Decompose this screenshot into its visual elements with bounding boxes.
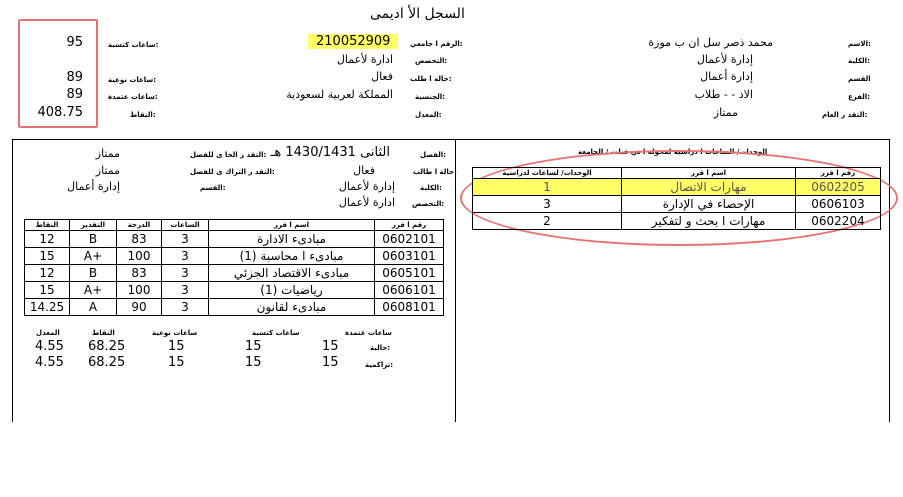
- cumulative-grade-label: التقد ر التراك ى للفصل:: [190, 168, 275, 176]
- student-id-value: 210052909: [308, 34, 398, 49]
- student-status-value: فعال: [371, 70, 393, 83]
- sum-head-quality: ساعات نوعية: [152, 329, 198, 337]
- course-grade: A+: [70, 248, 117, 265]
- col-grade: التقدير: [70, 220, 117, 231]
- college-value: إدارة لأعمال: [696, 53, 753, 66]
- course-name: مبادىء الادارة: [209, 231, 375, 248]
- cumulative-grade-value: ممتاز: [95, 164, 120, 177]
- table-row: [25, 299, 444, 316]
- sem-college-value: إدارة لأعمال: [338, 180, 395, 193]
- term-value: الثانى 1430/1431 هـ: [270, 145, 390, 160]
- nationality-value: المملكة لعربية لسعودية: [286, 88, 393, 101]
- branch-value: الاد - - طلاب: [694, 88, 753, 101]
- earned-hours-value: 95: [66, 35, 83, 50]
- sem-spec-label: التخصص:: [412, 200, 445, 208]
- sem-status-value: فعال: [353, 164, 375, 177]
- dept-value: إدارة أعمال: [700, 70, 753, 83]
- student-status-label: حالة ا طلب:: [410, 75, 452, 83]
- sum-head-approved: ساعات عتمدة: [345, 329, 392, 337]
- table-row: [25, 265, 444, 282]
- sum-value: 15: [245, 355, 262, 370]
- courses-table: [24, 219, 444, 316]
- sem-college-label: الكلية:: [420, 184, 442, 192]
- general-grade-label: التقد ر العام:: [822, 111, 868, 119]
- approved-hours-label: ساعات عتمدة:: [108, 93, 158, 101]
- sum-row-label: حالية:: [370, 344, 391, 352]
- sum-row-label: تراكمية:: [365, 361, 394, 369]
- sum-head-earned: ساعات كتسبة: [252, 329, 300, 337]
- course-score: 90: [117, 299, 162, 316]
- course-hours: 3: [162, 299, 209, 316]
- sum-value: 68.25: [88, 355, 126, 370]
- units-value: 2: [473, 213, 622, 230]
- sum-value: 68.25: [88, 339, 126, 354]
- sum-value: 15: [168, 339, 185, 354]
- course-points: 12: [25, 265, 70, 282]
- course-name: رياضيات (1): [209, 282, 375, 299]
- name-label: الاسم:: [848, 40, 871, 48]
- course-hours: 3: [162, 282, 209, 299]
- transfer-table: [472, 167, 881, 230]
- course-hours: 3: [162, 248, 209, 265]
- course-grade: A+: [70, 282, 117, 299]
- course-code: 0602205: [796, 179, 881, 196]
- course-name: الإحصاء في الإدارة: [622, 196, 796, 213]
- table-row: [473, 196, 881, 213]
- sum-head-points: النقاط: [92, 329, 115, 337]
- student-id-label: الرقم ا جامعي:: [410, 40, 463, 48]
- course-points: 14.25: [25, 299, 70, 316]
- table-row: [25, 282, 444, 299]
- sum-value: 4.55: [35, 339, 64, 354]
- table-row: [25, 231, 444, 248]
- panel-left-border: [12, 139, 13, 422]
- course-grade: A: [70, 299, 117, 316]
- col-course-code: رقم ا قرر: [375, 220, 444, 231]
- course-name: مهارات ا بحث و لتفكير: [622, 213, 796, 230]
- quality-hours-value: 89: [66, 70, 83, 85]
- current-grade-value: ممتاز: [95, 147, 120, 160]
- sum-value: 4.55: [35, 355, 64, 370]
- term-label: الفصل:: [420, 151, 447, 159]
- course-points: 15: [25, 282, 70, 299]
- course-score: 100: [117, 248, 162, 265]
- col-course-code: رقم ا قرر: [796, 168, 881, 179]
- course-name: مهارات الاتصال: [622, 179, 796, 196]
- panel-top-border: [12, 139, 890, 140]
- sem-status-label: حالة ا طالب:: [413, 168, 457, 176]
- col-course-name: اسم ا قرر: [209, 220, 375, 231]
- course-code: 0608101: [375, 299, 444, 316]
- course-hours: 3: [162, 265, 209, 282]
- table-row: [25, 248, 444, 265]
- course-grade: B: [70, 265, 117, 282]
- table-row: [473, 179, 881, 196]
- specialization-label: التخصص:: [415, 57, 448, 65]
- course-code: 0606101: [375, 282, 444, 299]
- approved-hours-value: 89: [66, 87, 83, 102]
- sum-value: 15: [245, 339, 262, 354]
- col-hours: الساعات: [162, 220, 209, 231]
- panel-right-border: [889, 139, 890, 422]
- table-row: [473, 213, 881, 230]
- branch-label: الفرع:: [848, 93, 871, 101]
- current-grade-label: التقد ر الحا ى للفصل:: [190, 151, 267, 159]
- general-grade-value: ممتاز: [713, 106, 738, 119]
- college-label: الكلية:: [848, 57, 870, 65]
- col-course-name: اسم ا قرر: [622, 168, 796, 179]
- points-label: النقاط:: [130, 111, 156, 119]
- units-value: 1: [473, 179, 622, 196]
- nationality-label: الجنسية:: [415, 93, 445, 101]
- sem-dept-value: إدارة أعمال: [67, 180, 120, 193]
- dept-label: القسم: [848, 75, 871, 83]
- specialization-value: ادارة لأعمال: [336, 53, 393, 66]
- course-score: 83: [117, 265, 162, 282]
- quality-hours-label: ساعات نوعية:: [108, 76, 157, 84]
- course-name: مبادىء لقانون: [209, 299, 375, 316]
- units-value: 3: [473, 196, 622, 213]
- course-code: 0606103: [796, 196, 881, 213]
- course-code: 0603101: [375, 248, 444, 265]
- page-title: السجل الأ اديمى: [370, 6, 465, 22]
- col-points: النقاط: [25, 220, 70, 231]
- course-hours: 3: [162, 231, 209, 248]
- earned-hours-label: ساعات كتسبة:: [108, 41, 159, 49]
- sem-spec-value: ادارة لأعمال: [338, 196, 395, 209]
- transfer-header-row: [473, 168, 881, 179]
- gpa-label: المعدل:: [415, 111, 442, 119]
- course-name: مبادىء الاقتصاد الجزئي: [209, 265, 375, 282]
- courses-header-row: [25, 220, 444, 231]
- sum-head-gpa: المعدل: [36, 329, 60, 337]
- sem-dept-label: القسم:: [200, 184, 226, 192]
- sum-value: 15: [168, 355, 185, 370]
- sum-value: 15: [322, 355, 339, 370]
- course-score: 83: [117, 231, 162, 248]
- panel-divider: [455, 139, 456, 422]
- col-score: الدرجة: [117, 220, 162, 231]
- col-units: الوحدات/ لساعات لدراسية: [473, 168, 622, 179]
- name-value: محمد ذصر سل ان ب موزة: [648, 36, 773, 49]
- transfer-title: الوحدات/ الساعات ا دراسية لمحولة ا تي قبلت / الجامعة: [578, 148, 768, 156]
- course-name: مبادىء ا محاسبة (1): [209, 248, 375, 265]
- course-grade: B: [70, 231, 117, 248]
- course-code: 0605101: [375, 265, 444, 282]
- course-points: 12: [25, 231, 70, 248]
- sum-value: 15: [322, 339, 339, 354]
- course-score: 100: [117, 282, 162, 299]
- course-points: 15: [25, 248, 70, 265]
- points-value: 408.75: [37, 105, 83, 120]
- course-code: 0602204: [796, 213, 881, 230]
- course-code: 0602101: [375, 231, 444, 248]
